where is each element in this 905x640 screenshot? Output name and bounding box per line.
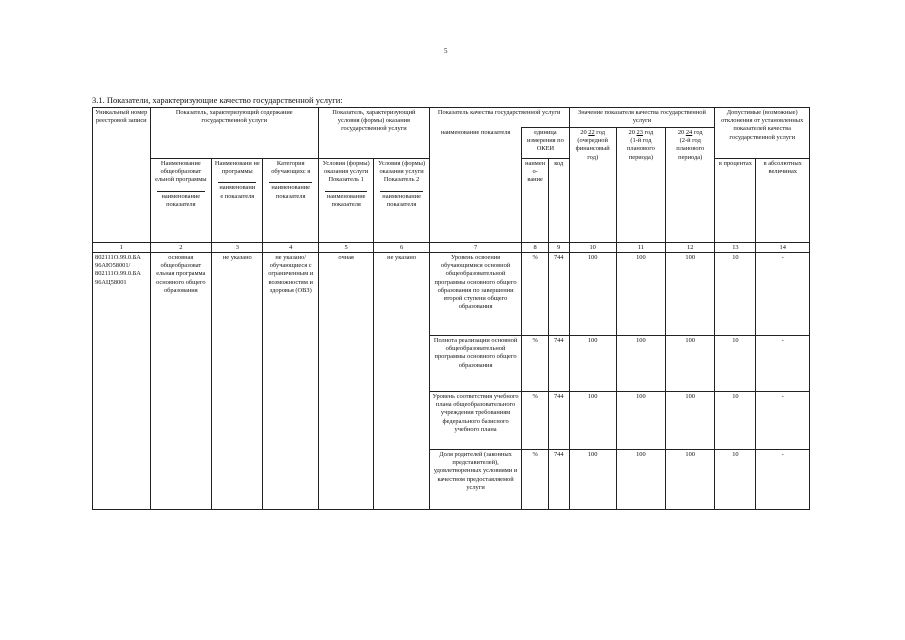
header-year-3: [666, 128, 715, 243]
header-row-1: [93, 108, 810, 128]
code-cell: 744: [548, 392, 569, 450]
col4-subtitle: наименование показателя: [271, 184, 310, 200]
unit-cell: %: [522, 392, 549, 450]
column-number: 14: [756, 243, 810, 253]
year1-value: 22: [588, 129, 595, 136]
percent-cell: 10: [715, 253, 756, 336]
year2-cell: 100: [616, 253, 665, 336]
column-number: 1: [93, 243, 151, 253]
header-indicator-name: наименование показателя: [429, 128, 521, 243]
year3-note: (2-й год планового периода): [676, 137, 705, 161]
year2-prefix: 20: [628, 129, 635, 136]
year3-prefix: 20: [677, 129, 685, 136]
year3-cell: 100: [666, 450, 715, 510]
table-row: [93, 253, 810, 336]
col6-title: Условия (формы) оказания услуги Показатель 2: [378, 160, 426, 184]
header-col4: [263, 159, 318, 243]
year2-suffix: год: [644, 129, 654, 136]
year3-suffix: год: [693, 129, 703, 136]
column-number: 2: [150, 243, 212, 253]
year1-cell: 100: [569, 392, 616, 450]
percent-cell: 10: [715, 450, 756, 510]
header-reg-number: Уникальный номер реестровой записи: [93, 108, 151, 243]
col2-title: Наименование общеобразоват ельной программы: [155, 160, 207, 184]
column-number: 9: [548, 243, 569, 253]
header-col2: [150, 159, 212, 243]
header-deviation-group: Допустимые (возможные) отклонения от установленных показателей качества государственной услуги: [715, 108, 810, 159]
header-quality-group: Показатель качества государственной услуги: [429, 108, 569, 128]
section-title: 3.1. Показатели, характеризующие качество государственной услуги:: [92, 95, 343, 105]
indicator-name: Уровень соответствия учебного плана общеобразовательного учреждения требованиям федерального базисного учебного плана: [429, 392, 521, 450]
indicator-name: Уровень освоения обучающимися основной общеобразовательной программы основного общего образования по завершении второй ступени общего образования: [429, 253, 521, 336]
col6-subtitle: наименование показателя: [382, 192, 421, 208]
header-values-group: Значение показателя качества государственной услуги: [569, 108, 715, 128]
header-unit-name: наимено- вание: [522, 159, 549, 243]
quality-indicators-table: [92, 107, 810, 510]
indicator-name: Доля родителей (законных представителей), удовлетворенных условиями и качеством предоставляемой услуги: [429, 450, 521, 510]
column-number: 13: [715, 243, 756, 253]
year2-value: 23: [636, 129, 643, 136]
column-number: 4: [263, 243, 318, 253]
column-number: 12: [666, 243, 715, 253]
header-col5: [318, 159, 373, 243]
header-year-2: [616, 128, 665, 243]
code-cell: 744: [548, 450, 569, 510]
absolute-cell: -: [756, 336, 810, 392]
header-content-group: Показатель, характеризующий содержание государственной услуги: [150, 108, 318, 159]
registry-number: 802111О.99.0.БА 96АЮ58001/ 802111О.99.0.БА 96АЦ58001: [93, 253, 151, 510]
col3-title: Наименовани не программы: [214, 160, 260, 176]
indicator-name: Полнота реализации основной общеобразовательной программы основного общего образования: [429, 336, 521, 392]
year1-suffix: год: [596, 129, 606, 136]
column-number: 6: [374, 243, 429, 253]
year1-prefix: 20: [580, 129, 587, 136]
percent-cell: 10: [715, 336, 756, 392]
category-cell: не указано/ обучающиеся с ограниченным и возможностям и здоровья (ОВЗ): [263, 253, 318, 510]
page-number: 5: [444, 47, 448, 55]
year2-cell: 100: [616, 336, 665, 392]
year1-cell: 100: [569, 336, 616, 392]
year2-cell: 100: [616, 450, 665, 510]
column-number: 11: [616, 243, 665, 253]
header-col6: [374, 159, 429, 243]
year2-cell: 100: [616, 392, 665, 450]
condition1-cell: очная: [318, 253, 373, 510]
column-number-row: [93, 243, 810, 253]
header-absolute: в абсолютных величинах: [756, 159, 810, 243]
program-cell: основная общеобразоват ельная программа основного общего образования: [150, 253, 212, 510]
absolute-cell: -: [756, 450, 810, 510]
header-percent: в процентах: [715, 159, 756, 243]
percent-cell: 10: [715, 392, 756, 450]
absolute-cell: -: [756, 392, 810, 450]
column-number: 10: [569, 243, 616, 253]
year3-cell: 100: [666, 336, 715, 392]
col5-subtitle: наименование показателя: [326, 192, 366, 208]
header-unit-okei: единица измерения по ОКЕИ: [522, 128, 569, 159]
col4-title: Категория обучающихс я: [271, 160, 311, 176]
year3-cell: 100: [666, 253, 715, 336]
year2-note: (1-й год планового периода): [626, 137, 655, 161]
column-number: 8: [522, 243, 549, 253]
unit-cell: %: [522, 336, 549, 392]
program-name-cell: не указано: [212, 253, 263, 510]
unit-cell: %: [522, 450, 549, 510]
code-cell: 744: [548, 253, 569, 336]
year1-cell: 100: [569, 253, 616, 336]
column-number: 7: [429, 243, 521, 253]
code-cell: 744: [548, 336, 569, 392]
header-col3: [212, 159, 263, 243]
unit-cell: %: [522, 253, 549, 336]
column-number: 5: [318, 243, 373, 253]
year3-cell: 100: [666, 392, 715, 450]
header-conditions-group: Показатель, характеризующий условия (формы) оказания государственной услуги: [318, 108, 429, 159]
absolute-cell: -: [756, 253, 810, 336]
column-number: 3: [212, 243, 263, 253]
year1-cell: 100: [569, 450, 616, 510]
col5-title: Условия (формы) оказания услуги Показатель 1: [322, 160, 370, 184]
header-year-1: [569, 128, 616, 243]
col3-subtitle: наименование показателя: [219, 184, 256, 200]
col2-subtitle: наименование показателя: [157, 191, 206, 209]
year1-note: (очередной финансовый год): [575, 137, 610, 161]
header-unit-code: код: [548, 159, 569, 243]
condition2-cell: не указано: [374, 253, 429, 510]
year3-value: 24: [685, 129, 693, 136]
